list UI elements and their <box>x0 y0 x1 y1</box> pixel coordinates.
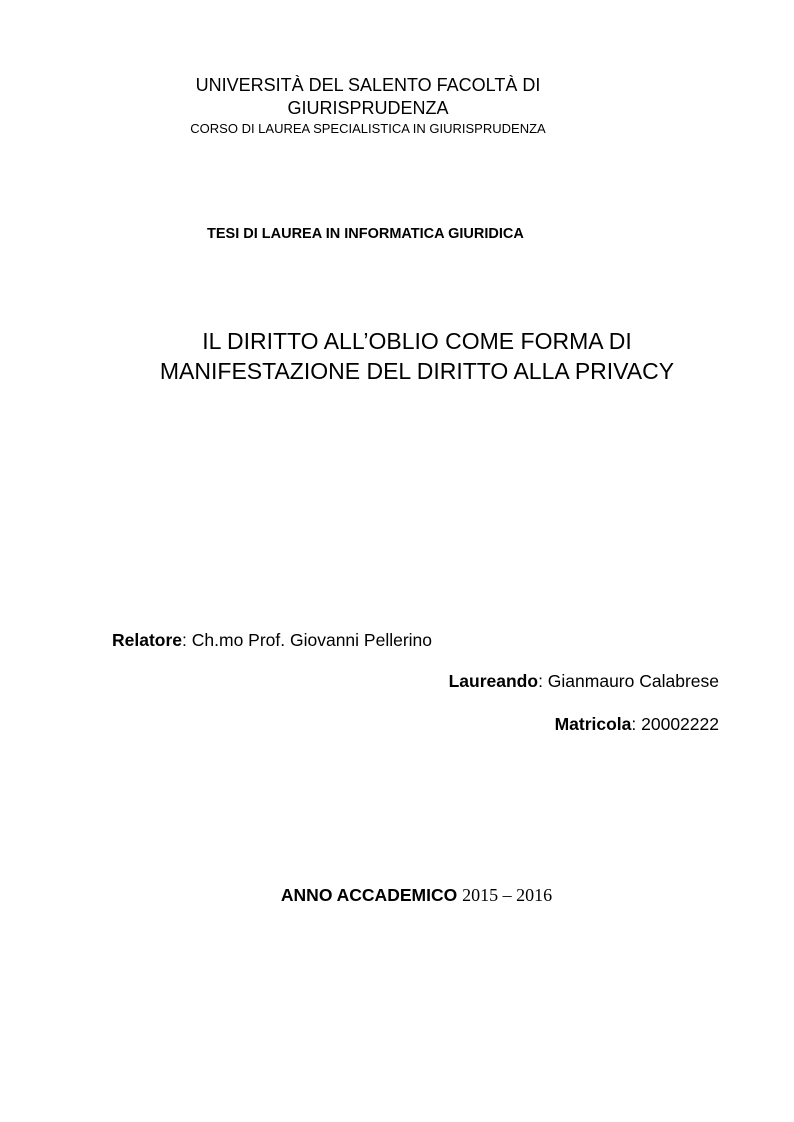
thesis-title-line1: IL DIRITTO ALL’OBLIO COME FORMA DI <box>202 328 632 354</box>
matricola-line <box>555 713 719 735</box>
relatore-line <box>112 629 432 651</box>
academic-year-value: 2015 – 2016 <box>462 885 553 905</box>
thesis-title <box>100 326 734 386</box>
academic-year-label: ANNO ACCADEMICO <box>280 885 458 905</box>
university-name-line2: GIURISPRUDENZA <box>287 98 449 118</box>
course-name: CORSO DI LAUREA SPECIALISTICA IN GIURISPRUDENZA <box>190 121 546 136</box>
relatore-value: : Ch.mo Prof. Giovanni Pellerino <box>182 630 433 650</box>
thesis-title-line2: MANIFESTAZIONE DEL DIRITTO ALLA PRIVACY <box>159 358 675 384</box>
university-name-line1: UNIVERSITÀ DEL SALENTO FACOLTÀ DI <box>195 75 541 95</box>
laureando-label: Laureando <box>448 671 539 691</box>
university-header <box>160 74 576 138</box>
relatore-label: Relatore <box>112 630 183 650</box>
thesis-type: TESI DI LAUREA IN INFORMATICA GIURIDICA <box>207 226 524 242</box>
laureando-value: : Gianmauro Calabrese <box>538 671 719 691</box>
laureando-line <box>449 670 719 692</box>
matricola-value: : 20002222 <box>631 714 719 734</box>
academic-year <box>0 884 794 906</box>
matricola-label: Matricola <box>554 714 632 734</box>
